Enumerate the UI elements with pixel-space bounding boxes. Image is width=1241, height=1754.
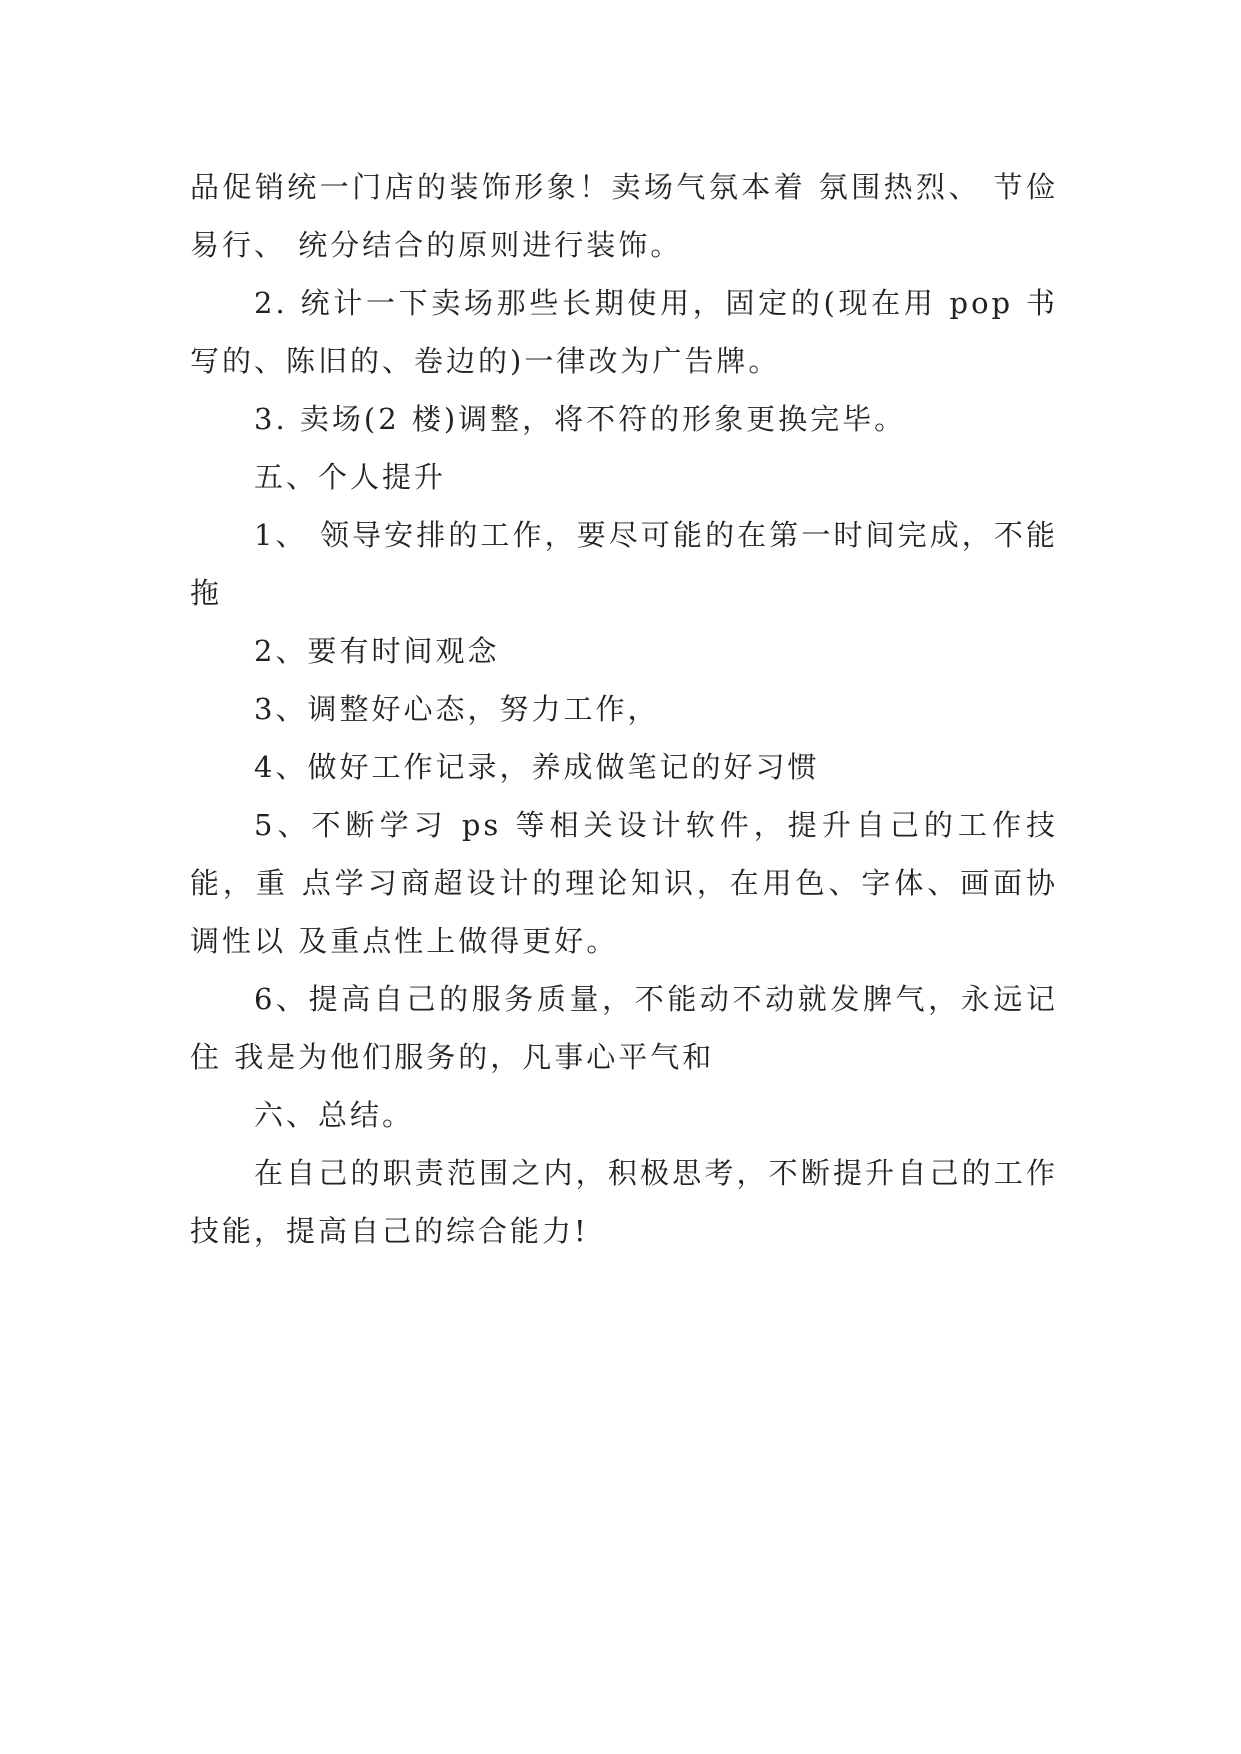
paragraph-7: 3、调整好心态，努力工作， — [254, 692, 660, 726]
paragraph-1: 品促销统一门店的装饰形象！卖场气氛本着 氛围热烈、 节俭易行、 统分结合的原则进行装饰。 — [190, 170, 1058, 262]
paragraph-2: 2. 统计一下卖场那些长期使用，固定的(现在用 pop 书写的、陈旧的、卷边的)一律改为广告牌。 — [190, 286, 1058, 378]
paragraph-12: 在自己的职责范围之内，积极思考，不断提升自己的工作技能，提高自己的综合能力! — [190, 1156, 1058, 1248]
paragraph-8: 4、做好工作记录，养成做笔记的好习惯 — [254, 750, 820, 784]
document-body — [190, 158, 1058, 1260]
paragraph-10: 6、提高自己的服务质量，不能动不动就发脾气，永远记住 我是为他们服务的，凡事心平气和 — [190, 982, 1058, 1074]
paragraph-9: 5、不断学习 ps 等相关设计软件，提升自己的工作技能，重 点学习商超设计的理论知识，在用色、字体、画面协调性以 及重点性上做得更好。 — [190, 808, 1058, 958]
paragraph-3: 3. 卖场(2 楼)调整，将不符的形象更换完毕。 — [254, 402, 907, 436]
paragraph-5: 1、 领导安排的工作，要尽可能的在第一时间完成，不能拖 — [190, 518, 1058, 610]
section-heading-5: 五、个人提升 — [254, 460, 447, 494]
paragraph-6: 2、要有时间观念 — [254, 634, 500, 668]
section-heading-6: 六、总结。 — [254, 1098, 415, 1132]
